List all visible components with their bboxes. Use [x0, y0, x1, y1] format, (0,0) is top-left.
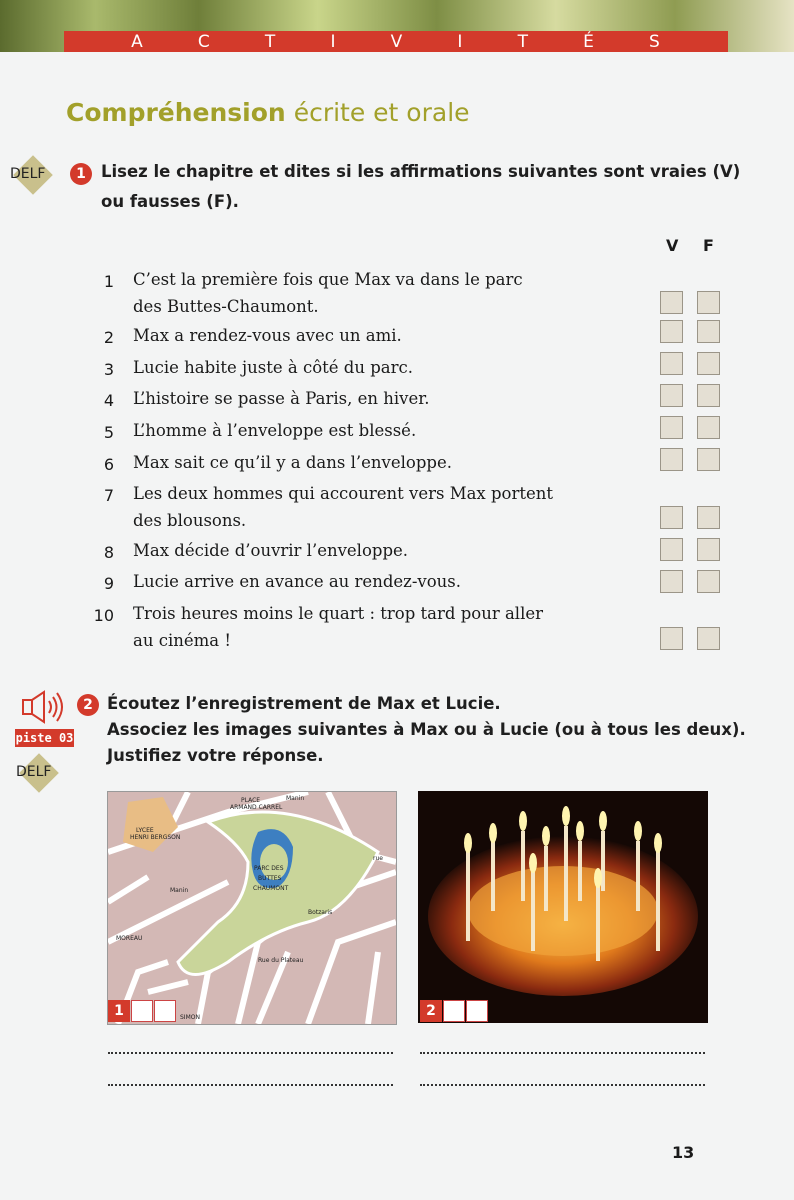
- checkbox-f-7[interactable]: [697, 506, 720, 529]
- checkbox-f-4[interactable]: [697, 384, 720, 407]
- statement-number: 2: [103, 328, 114, 347]
- banner-letter: T: [264, 31, 277, 52]
- banner-letter: É: [583, 31, 595, 52]
- statement-number: 1: [103, 272, 114, 291]
- statement-line: au cinéma !: [133, 631, 231, 650]
- statement-line: des Buttes-Chaumont.: [133, 297, 319, 316]
- statement-text: L’homme à l’enveloppe est blessé.: [133, 421, 417, 440]
- map-label: Manin: [170, 887, 189, 894]
- statement-number: 4: [103, 391, 114, 410]
- checkbox-v-4[interactable]: [660, 384, 683, 407]
- map-label: SIMON: [180, 1014, 200, 1021]
- statement-text: L’histoire se passe à Paris, en hiver.: [133, 389, 430, 408]
- statement-line: Trois heures moins le quart : trop tard pour aller: [133, 604, 543, 623]
- delf-label: DELF: [10, 166, 46, 182]
- statement-text: [133, 480, 603, 534]
- statement-number: 7: [103, 486, 114, 505]
- column-v-header: V: [666, 236, 679, 255]
- answer-line[interactable]: [108, 1052, 393, 1054]
- statement-text: Lucie habite juste à côté du parc.: [133, 358, 414, 377]
- banner-letter: I: [457, 31, 464, 52]
- map-label: ARMAND CARREL: [230, 804, 283, 811]
- checkbox-f-3[interactable]: [697, 352, 720, 375]
- statement-text: Max décide d’ouvrir l’enveloppe.: [133, 541, 409, 560]
- activites-banner: [64, 31, 728, 52]
- map-label: BUTTES: [258, 875, 282, 882]
- checkbox-f-6[interactable]: [697, 448, 720, 471]
- statement-line: C’est la première fois que Max va dans le parc: [133, 270, 523, 289]
- statement-number: 9: [103, 574, 114, 593]
- section-title-rest: écrite et orale: [293, 98, 470, 127]
- exercise-1-instruction-line1: Lisez le chapitre et dites si les affirmations suivantes sont vraies (V): [101, 162, 741, 181]
- map-label: CHAUMONT: [253, 885, 289, 892]
- banner-letter: C: [197, 31, 211, 52]
- checkbox-v-1[interactable]: [660, 291, 683, 314]
- exercise-2-line2: Associez les images suivantes à Max ou à Lucie (ou à tous les deux).: [107, 720, 746, 739]
- map-label: LYCEE: [136, 827, 154, 834]
- exercise-1-instruction-line2: ou fausses (F).: [101, 192, 239, 211]
- image-2-tag: [420, 1000, 488, 1020]
- section-title-bold: Compréhension: [66, 98, 286, 127]
- checkbox-v-6[interactable]: [660, 448, 683, 471]
- delf-badge: [10, 152, 56, 198]
- statement-text: Max a rendez-vous avec un ami.: [133, 326, 402, 345]
- checkbox-v-2[interactable]: [660, 320, 683, 343]
- statement-text: [133, 600, 603, 654]
- statement-number: 10: [93, 606, 114, 625]
- statement-text: [133, 266, 603, 320]
- statement-number: 3: [103, 360, 114, 379]
- audio-speaker-icon[interactable]: [20, 690, 70, 724]
- checkbox-v-3[interactable]: [660, 352, 683, 375]
- map-label: PARC DES: [254, 865, 284, 872]
- image-1-answer-box[interactable]: [154, 1000, 176, 1022]
- map-image: [107, 791, 397, 1025]
- map-label: Botzaris: [308, 909, 333, 916]
- map-label: Manin: [286, 795, 305, 802]
- exercise-1-number: 1: [70, 163, 92, 185]
- checkbox-v-9[interactable]: [660, 570, 683, 593]
- page-number: 13: [672, 1143, 695, 1162]
- map-label: rue: [373, 855, 383, 862]
- exercise-2-line3: Justifiez votre réponse.: [107, 746, 324, 765]
- checkbox-v-5[interactable]: [660, 416, 683, 439]
- map-label: PLACE: [241, 797, 261, 804]
- column-f-header: F: [703, 236, 714, 255]
- checkbox-v-7[interactable]: [660, 506, 683, 529]
- track-label: piste 03: [15, 731, 74, 745]
- checkbox-f-2[interactable]: [697, 320, 720, 343]
- image-1-tag: [108, 1000, 176, 1020]
- delf-label: DELF: [16, 764, 52, 780]
- banner-letter: T: [517, 31, 529, 52]
- statement-number: 8: [103, 543, 114, 562]
- checkbox-f-5[interactable]: [697, 416, 720, 439]
- map-label: HENRI BERGSON: [130, 834, 181, 841]
- banner-letter: V: [390, 31, 404, 52]
- statement-line: des blousons.: [133, 511, 247, 530]
- checkbox-v-10[interactable]: [660, 627, 683, 650]
- image-2-answer-box[interactable]: [443, 1000, 465, 1022]
- map-label: MOREAU: [116, 935, 143, 942]
- map-label: Rue du Plateau: [258, 957, 304, 964]
- checkbox-f-8[interactable]: [697, 538, 720, 561]
- section-title: [66, 98, 470, 127]
- statement-number: 5: [103, 423, 114, 442]
- exercise-2-number: 2: [77, 694, 99, 716]
- answer-line[interactable]: [108, 1084, 393, 1086]
- birthday-cake-image: [418, 791, 708, 1023]
- answer-line[interactable]: [420, 1084, 705, 1086]
- answer-line[interactable]: [420, 1052, 705, 1054]
- checkbox-v-8[interactable]: [660, 538, 683, 561]
- statement-line: Les deux hommes qui accourent vers Max portent: [133, 484, 554, 503]
- image-2-number: 2: [420, 1000, 442, 1022]
- image-1-number: 1: [108, 1000, 130, 1022]
- checkbox-f-9[interactable]: [697, 570, 720, 593]
- statement-text: Max sait ce qu’il y a dans l’enveloppe.: [133, 453, 452, 472]
- banner-letter: A: [131, 31, 144, 52]
- image-2-answer-box[interactable]: [466, 1000, 488, 1022]
- checkbox-f-1[interactable]: [697, 291, 720, 314]
- image-1-answer-box[interactable]: [131, 1000, 153, 1022]
- statement-number: 6: [103, 455, 114, 474]
- checkbox-f-10[interactable]: [697, 627, 720, 650]
- banner-letter: S: [649, 31, 661, 52]
- delf-badge: [16, 750, 62, 796]
- banner-letter: I: [330, 31, 337, 52]
- statement-text: Lucie arrive en avance au rendez-vous.: [133, 572, 462, 591]
- exercise-2-line1: Écoutez l’enregistrement de Max et Lucie.: [107, 694, 501, 713]
